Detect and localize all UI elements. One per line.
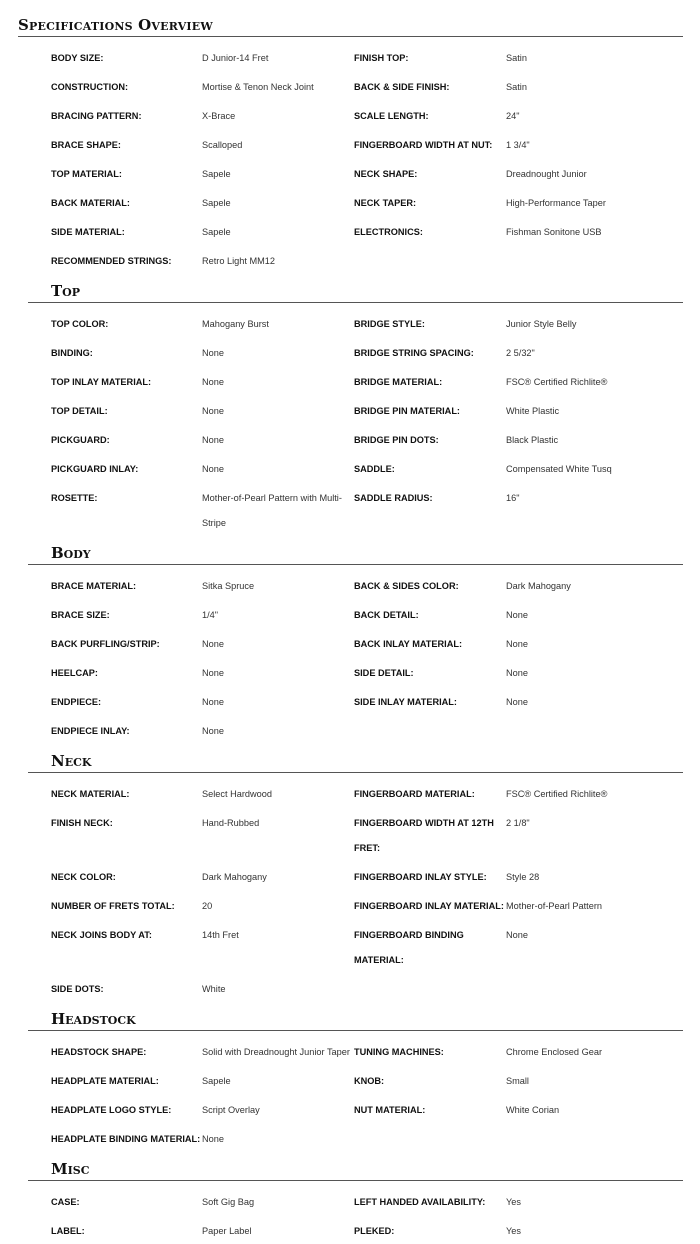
- spec-label: NUMBER OF FRETS TOTAL:: [51, 901, 175, 911]
- spec-value: Sitka Spruce: [202, 581, 255, 591]
- spec-label: LEFT HANDED AVAILABILITY:: [354, 1197, 486, 1207]
- spec-row: [0, 453, 700, 482]
- spec-value: Mother-of-Pearl Pattern: [506, 901, 602, 911]
- spec-row: [0, 100, 700, 129]
- spec-value: Chrome Enclosed Gear: [506, 1047, 603, 1057]
- spec-row: [0, 308, 700, 337]
- spec-section: [0, 42, 700, 274]
- spec-row: [0, 245, 700, 274]
- spec-label: PICKGUARD INLAY:: [51, 464, 139, 474]
- spec-row: [0, 1186, 700, 1215]
- spec-label: BRIDGE PIN DOTS:: [354, 435, 439, 445]
- spec-table: [0, 778, 700, 1002]
- spec-label: SIDE DOTS:: [51, 984, 104, 994]
- page-title: Specifications Overview: [18, 16, 213, 34]
- spec-label: ROSETTE:: [51, 493, 98, 503]
- spec-label: BACK MATERIAL:: [51, 198, 130, 208]
- spec-value: [506, 245, 700, 274]
- spec-label: BRIDGE PIN MATERIAL:: [354, 406, 460, 416]
- spec-section: [0, 282, 700, 536]
- spec-row: [0, 424, 700, 453]
- spec-label: RECOMMENDED STRINGS:: [51, 256, 172, 266]
- spec-value: Script Overlay: [202, 1105, 260, 1115]
- spec-value: Compensated White Tusq: [506, 464, 612, 474]
- spec-label: SIDE INLAY MATERIAL:: [354, 697, 457, 707]
- spec-row: [0, 216, 700, 245]
- section-divider: [28, 772, 683, 773]
- spec-sections: [0, 42, 700, 1244]
- spec-row: [0, 807, 700, 861]
- spec-value: Mahogany Burst: [202, 319, 269, 329]
- spec-label: BRIDGE STYLE:: [354, 319, 425, 329]
- spec-label: ENDPIECE INLAY:: [51, 726, 130, 736]
- spec-label: TOP INLAY MATERIAL:: [51, 377, 152, 387]
- spec-label: HEADPLATE BINDING MATERIAL:: [51, 1134, 201, 1144]
- spec-label: ENDPIECE:: [51, 697, 102, 707]
- spec-label: FINISH NECK:: [51, 818, 113, 828]
- spec-label: NECK JOINS BODY AT:: [51, 930, 152, 940]
- spec-label: BRACE MATERIAL:: [51, 581, 137, 591]
- spec-label: CASE:: [51, 1197, 80, 1207]
- spec-value: Sapele: [202, 169, 231, 179]
- spec-value: Retro Light MM12: [202, 256, 276, 266]
- spec-value: 14th Fret: [202, 930, 239, 940]
- spec-label: HEADSTOCK SHAPE:: [51, 1047, 147, 1057]
- spec-value: None: [202, 1134, 224, 1144]
- section-heading: Misc: [51, 1160, 90, 1178]
- spec-label: FINGERBOARD MATERIAL:: [354, 789, 475, 799]
- spec-label: PICKGUARD:: [51, 435, 110, 445]
- spec-value: Yes: [506, 1226, 521, 1236]
- spec-row: [0, 1094, 700, 1123]
- spec-row: [0, 973, 700, 1002]
- spec-section: [0, 752, 700, 1002]
- spec-table: [0, 308, 700, 536]
- spec-row: [0, 657, 700, 686]
- spec-value: Mother-of-Pearl Pattern with Multi-Stripe: [202, 493, 342, 528]
- section-heading: Body: [51, 544, 91, 562]
- spec-label: [354, 1123, 506, 1152]
- spec-value: Fishman Sonitone USB: [506, 227, 602, 237]
- spec-row: [0, 482, 700, 536]
- spec-value: Style 28: [506, 872, 540, 882]
- spec-value: Hand-Rubbed: [202, 818, 260, 828]
- spec-label: BODY SIZE:: [51, 53, 104, 63]
- spec-value: None: [202, 435, 224, 445]
- spec-row: [0, 570, 700, 599]
- spec-value: [506, 973, 700, 1002]
- spec-value: D Junior-14 Fret: [202, 53, 269, 63]
- spec-value: None: [202, 726, 224, 736]
- spec-label: FINGERBOARD BINDING MATERIAL:: [354, 930, 464, 965]
- spec-label: LABEL:: [51, 1226, 85, 1236]
- section-heading: Headstock: [51, 1010, 136, 1028]
- spec-label: PLEKED:: [354, 1226, 395, 1236]
- spec-row: [0, 599, 700, 628]
- spec-label: TOP COLOR:: [51, 319, 109, 329]
- spec-label: FINISH TOP:: [354, 53, 409, 63]
- spec-value: [506, 1123, 700, 1152]
- spec-value: FSC® Certified Richlite®: [506, 377, 608, 387]
- spec-label: NECK MATERIAL:: [51, 789, 130, 799]
- section-heading: Neck: [51, 752, 92, 770]
- spec-value: Dark Mahogany: [202, 872, 267, 882]
- spec-row: [0, 1123, 700, 1152]
- spec-row: [0, 1036, 700, 1065]
- spec-label: BRACE SHAPE:: [51, 140, 121, 150]
- spec-value: Paper Label: [202, 1226, 252, 1236]
- spec-section: [0, 544, 700, 744]
- spec-label: [354, 973, 506, 1002]
- spec-label: KNOB:: [354, 1076, 385, 1086]
- spec-label: FINGERBOARD WIDTH AT NUT:: [354, 140, 493, 150]
- spec-label: CONSTRUCTION:: [51, 82, 129, 92]
- spec-label: BACK & SIDES COLOR:: [354, 581, 459, 591]
- spec-label: FINGERBOARD INLAY STYLE:: [354, 872, 487, 882]
- spec-value: Solid with Dreadnought Junior Taper: [202, 1047, 350, 1057]
- spec-value: X-Brace: [202, 111, 236, 121]
- spec-row: [0, 778, 700, 807]
- section-divider: [28, 564, 683, 565]
- spec-value: None: [202, 377, 224, 387]
- spec-row: [0, 861, 700, 890]
- spec-value: None: [506, 697, 528, 707]
- spec-label: BACK INLAY MATERIAL:: [354, 639, 463, 649]
- spec-value: Satin: [506, 82, 527, 92]
- spec-value: Small: [506, 1076, 529, 1086]
- spec-row: [0, 395, 700, 424]
- spec-label: TOP DETAIL:: [51, 406, 108, 416]
- spec-value: None: [506, 668, 528, 678]
- spec-value: 24": [506, 111, 520, 121]
- spec-value: [506, 715, 700, 744]
- spec-row: [0, 337, 700, 366]
- spec-row: [0, 686, 700, 715]
- spec-label: SADDLE RADIUS:: [354, 493, 433, 503]
- spec-label: BRACE SIZE:: [51, 610, 110, 620]
- spec-label: NECK TAPER:: [354, 198, 417, 208]
- spec-row: [0, 890, 700, 919]
- spec-label: NUT MATERIAL:: [354, 1105, 426, 1115]
- spec-label: BACK PURFLING/STRIP:: [51, 639, 160, 649]
- spec-label: [354, 715, 506, 744]
- spec-row: [0, 129, 700, 158]
- spec-section: [0, 1160, 700, 1244]
- spec-label: HEELCAP:: [51, 668, 98, 678]
- spec-row: [0, 42, 700, 71]
- spec-value: White Corian: [506, 1105, 560, 1115]
- spec-value: Sapele: [202, 198, 231, 208]
- spec-value: White Plastic: [506, 406, 560, 416]
- spec-label: FINGERBOARD WIDTH AT 12TH FRET:: [354, 818, 494, 853]
- spec-label: BRACING PATTERN:: [51, 111, 142, 121]
- spec-label: NECK SHAPE:: [354, 169, 418, 179]
- spec-row: [0, 158, 700, 187]
- spec-value: None: [202, 639, 224, 649]
- spec-value: FSC® Certified Richlite®: [506, 789, 608, 799]
- spec-label: ELECTRONICS:: [354, 227, 423, 237]
- spec-row: [0, 366, 700, 395]
- spec-section: [0, 1010, 700, 1152]
- spec-label: TUNING MACHINES:: [354, 1047, 444, 1057]
- spec-value: Soft Gig Bag: [202, 1197, 255, 1207]
- spec-value: 1/4": [202, 610, 219, 620]
- spec-label: TOP MATERIAL:: [51, 169, 122, 179]
- spec-label: HEADPLATE LOGO STYLE:: [51, 1105, 172, 1115]
- spec-label: BACK DETAIL:: [354, 610, 419, 620]
- section-divider: [28, 1180, 683, 1181]
- spec-table: [0, 42, 700, 274]
- spec-table: [0, 1036, 700, 1152]
- spec-label: NECK COLOR:: [51, 872, 116, 882]
- spec-table: [0, 1186, 700, 1244]
- spec-value: Black Plastic: [506, 435, 559, 445]
- spec-row: [0, 715, 700, 744]
- spec-value: Satin: [506, 53, 527, 63]
- spec-label: BINDING:: [51, 348, 93, 358]
- spec-value: 2 5/32": [506, 348, 535, 358]
- spec-value: White: [202, 984, 226, 994]
- spec-value: 20: [202, 901, 213, 911]
- spec-value: 2 1/8": [506, 818, 530, 828]
- spec-value: Sapele: [202, 227, 231, 237]
- spec-value: Junior Style Belly: [506, 319, 577, 329]
- spec-value: Dark Mahogany: [506, 581, 571, 591]
- spec-value: None: [506, 930, 528, 940]
- spec-label: SCALE LENGTH:: [354, 111, 429, 121]
- section-divider: [28, 1030, 683, 1031]
- spec-label: SIDE DETAIL:: [354, 668, 414, 678]
- spec-value: None: [202, 697, 224, 707]
- spec-row: [0, 1215, 700, 1244]
- spec-label: FINGERBOARD INLAY MATERIAL:: [354, 901, 504, 911]
- spec-row: [0, 919, 700, 973]
- spec-label: SIDE MATERIAL:: [51, 227, 125, 237]
- spec-value: None: [202, 464, 224, 474]
- section-heading: Top: [51, 282, 81, 300]
- spec-value: 1 3/4": [506, 140, 530, 150]
- spec-value: None: [202, 668, 224, 678]
- spec-value: 16": [506, 493, 520, 503]
- spec-value: None: [506, 639, 528, 649]
- spec-label: BRIDGE MATERIAL:: [354, 377, 443, 387]
- spec-value: Scalloped: [202, 140, 243, 150]
- spec-row: [0, 71, 700, 100]
- spec-value: Mortise & Tenon Neck Joint: [202, 82, 314, 92]
- spec-label: BRIDGE STRING SPACING:: [354, 348, 474, 358]
- spec-label: [354, 245, 506, 274]
- spec-value: None: [506, 610, 528, 620]
- spec-table: [0, 570, 700, 744]
- spec-row: [0, 187, 700, 216]
- spec-value: Select Hardwood: [202, 789, 272, 799]
- spec-row: [0, 1065, 700, 1094]
- spec-label: SADDLE:: [354, 464, 395, 474]
- spec-value: Sapele: [202, 1076, 231, 1086]
- spec-value: High-Performance Taper: [506, 198, 606, 208]
- spec-value: None: [202, 348, 224, 358]
- spec-label: HEADPLATE MATERIAL:: [51, 1076, 159, 1086]
- title-divider: [18, 36, 683, 37]
- section-divider: [28, 302, 683, 303]
- spec-value: Yes: [506, 1197, 521, 1207]
- spec-label: BACK & SIDE FINISH:: [354, 82, 450, 92]
- spec-value: None: [202, 406, 224, 416]
- spec-value: Dreadnought Junior: [506, 169, 587, 179]
- spec-row: [0, 628, 700, 657]
